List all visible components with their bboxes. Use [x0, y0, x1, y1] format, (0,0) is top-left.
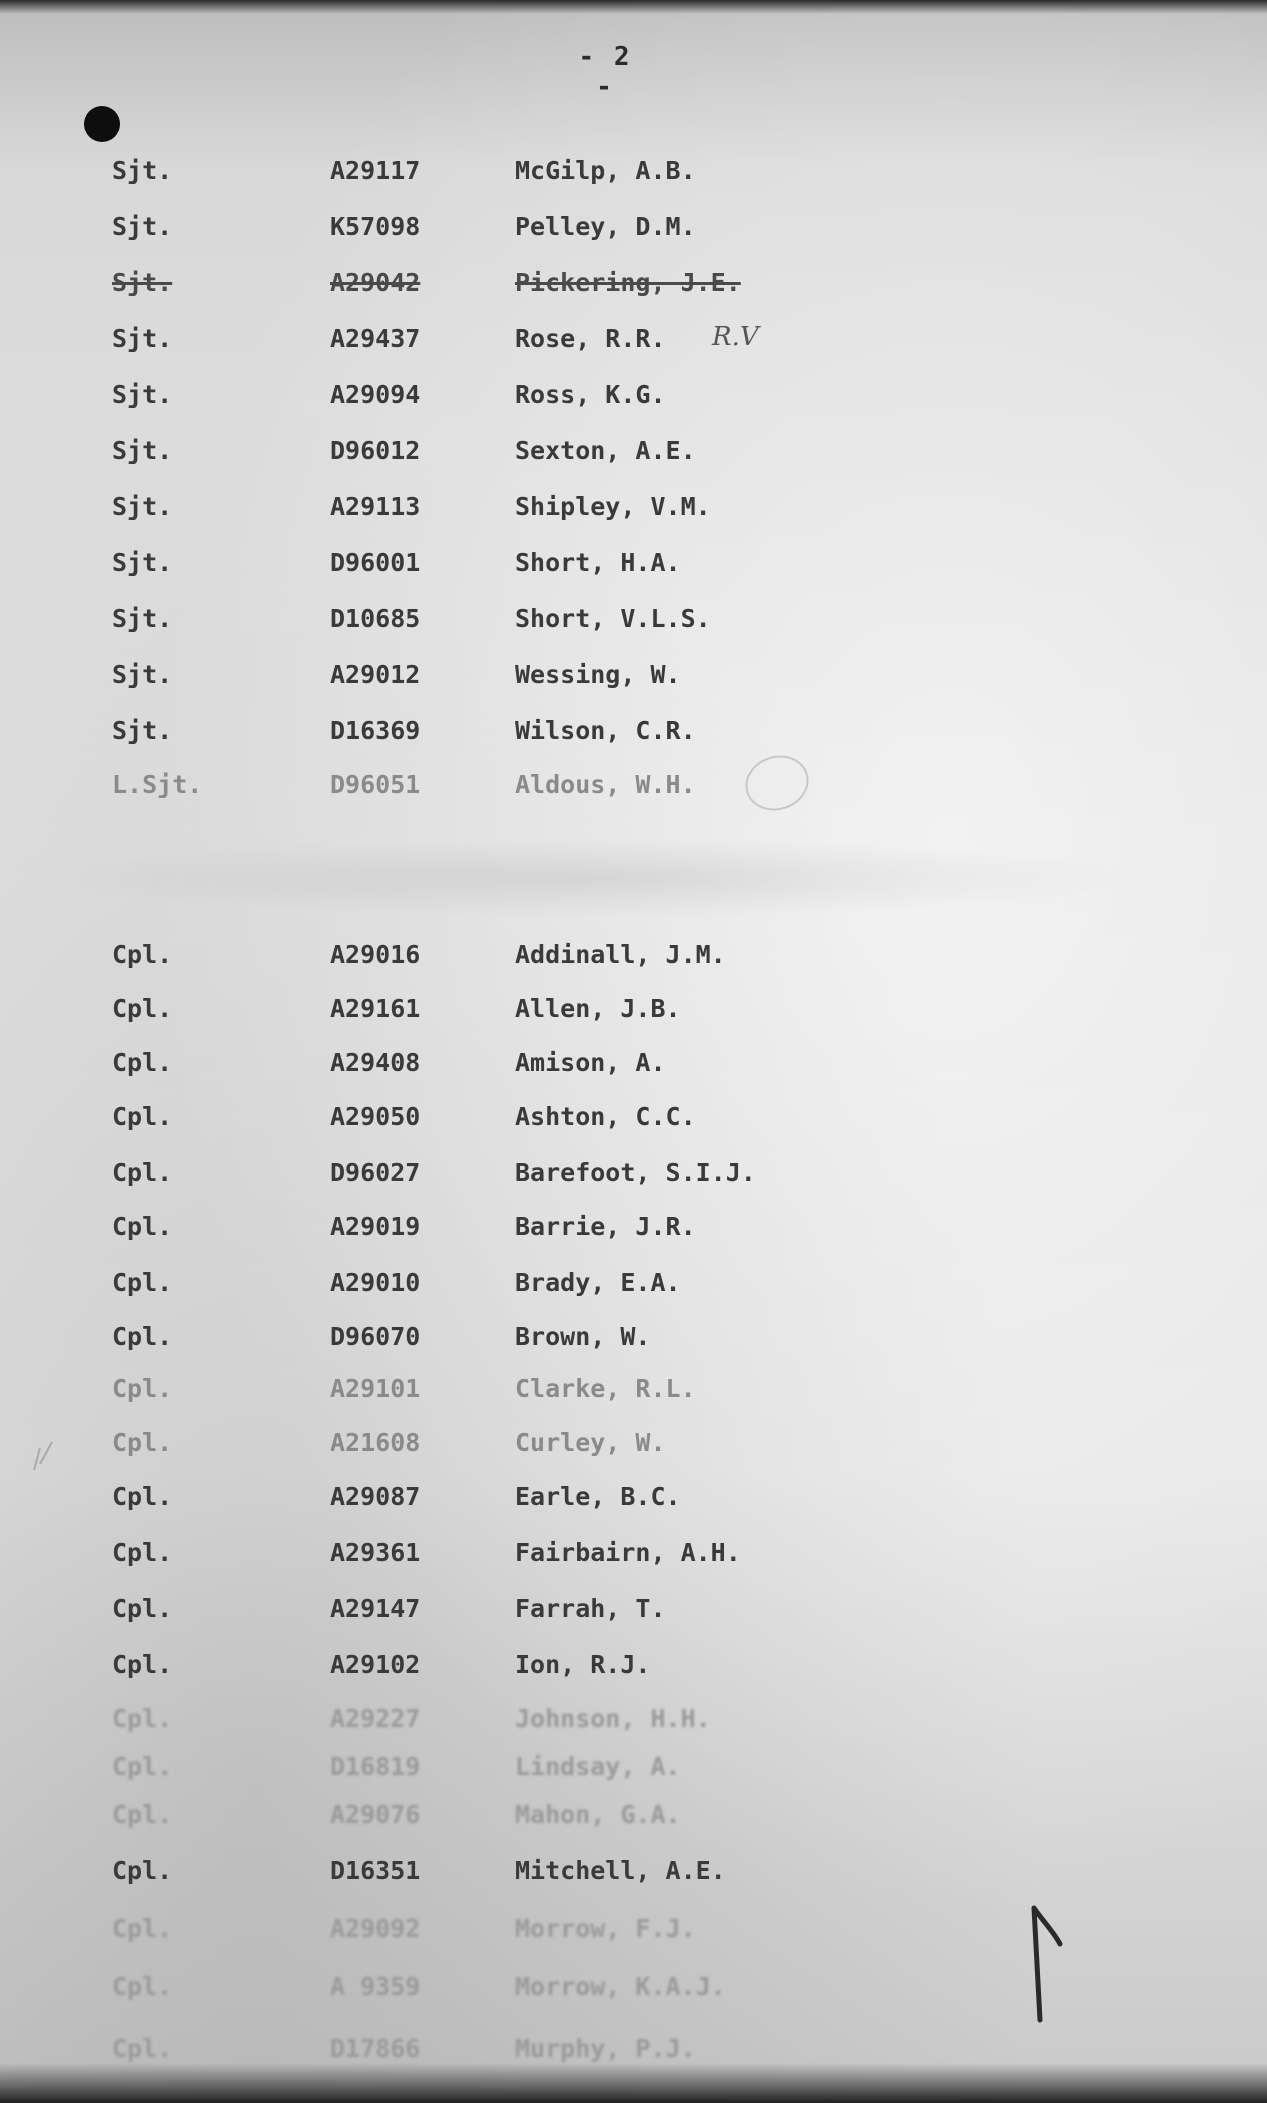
member-name: Short, V.L.S.	[515, 604, 711, 633]
margin-tick-mark	[30, 1440, 60, 1480]
service-number: D96012	[330, 436, 421, 465]
roster-row	[0, 324, 900, 358]
member-name: Farrah, T.	[515, 1594, 666, 1623]
rank: Cpl.	[112, 994, 173, 1023]
service-number: A29361	[330, 1538, 421, 1567]
member-name: McGilp, A.B.	[515, 156, 696, 185]
rank: Cpl.	[112, 1800, 173, 1829]
rank: Sjt.	[112, 548, 173, 577]
member-name: Allen, J.B.	[515, 994, 681, 1023]
member-name: Mahon, G.A.	[515, 1800, 681, 1829]
member-name: Fairbairn, A.H.	[515, 1538, 741, 1567]
roster-row	[0, 156, 900, 190]
roster-row	[0, 1048, 900, 1082]
service-number: A29161	[330, 994, 421, 1023]
service-number: A29019	[330, 1212, 421, 1241]
service-number: A29050	[330, 1102, 421, 1131]
rank: Cpl.	[112, 1428, 173, 1457]
service-number: K57098	[330, 212, 421, 241]
member-name: Murphy, P.J.	[515, 2034, 696, 2063]
rank: Sjt.	[112, 324, 173, 353]
service-number: A29042	[330, 268, 421, 297]
member-name: Brady, E.A.	[515, 1268, 681, 1297]
service-number: A29101	[330, 1374, 421, 1403]
handwritten-annotation: R.V	[712, 322, 759, 352]
roster-row	[0, 548, 900, 582]
rank: Sjt.	[112, 268, 173, 297]
rank: Sjt.	[112, 660, 173, 689]
roster-row	[0, 1800, 900, 1834]
rank: Cpl.	[112, 1102, 173, 1131]
rank: Cpl.	[112, 1856, 173, 1885]
member-name: Pelley, D.M.	[515, 212, 696, 241]
rank: Cpl.	[112, 1594, 173, 1623]
service-number: A29092	[330, 1914, 421, 1943]
rank: Cpl.	[112, 1914, 173, 1943]
roster-row	[0, 1482, 900, 1516]
scan-bottom-shadow	[0, 2063, 1267, 2103]
member-name: Lindsay, A.	[515, 1752, 681, 1781]
roster-row	[0, 1268, 900, 1302]
rank: Cpl.	[112, 1322, 173, 1351]
service-number: A29437	[330, 324, 421, 353]
roster-row	[0, 1374, 900, 1408]
rank: Sjt.	[112, 604, 173, 633]
service-number: D16819	[330, 1752, 421, 1781]
roster-row-struck	[0, 268, 900, 302]
member-name: Ion, R.J.	[515, 1650, 651, 1679]
member-name: Ross, K.G.	[515, 380, 666, 409]
roster-row	[0, 940, 900, 974]
service-number: D16351	[330, 1856, 421, 1885]
member-name: Wilson, C.R.	[515, 716, 696, 745]
service-number: A29094	[330, 380, 421, 409]
roster-row	[0, 1972, 900, 2006]
roster-row	[0, 1650, 900, 1684]
roster-row	[0, 1752, 900, 1786]
roster-row	[0, 1322, 900, 1356]
rank: Cpl.	[112, 1650, 173, 1679]
service-number: A29408	[330, 1048, 421, 1077]
service-number: A29012	[330, 660, 421, 689]
member-name: Earle, B.C.	[515, 1482, 681, 1511]
rank: Cpl.	[112, 2034, 173, 2063]
roster-row	[0, 1212, 900, 1246]
member-name: Mitchell, A.E.	[515, 1856, 726, 1885]
service-number: D96051	[330, 770, 421, 799]
roster-row	[0, 380, 900, 414]
rank: Sjt.	[112, 716, 173, 745]
rank: Cpl.	[112, 1482, 173, 1511]
roster-row	[0, 994, 900, 1028]
roster-row	[0, 1428, 900, 1462]
rank: Sjt.	[112, 436, 173, 465]
member-name: Amison, A.	[515, 1048, 666, 1077]
rank: Sjt.	[112, 212, 173, 241]
service-number: D16369	[330, 716, 421, 745]
member-name: Brown, W.	[515, 1322, 651, 1351]
rank: Cpl.	[112, 940, 173, 969]
rank: Cpl.	[112, 1268, 173, 1297]
member-name: Rose, R.R.	[515, 324, 666, 353]
roster-row	[0, 716, 900, 750]
member-name: Morrow, K.A.J.	[515, 1972, 726, 2001]
roster-row	[0, 212, 900, 246]
member-name: Addinall, J.M.	[515, 940, 726, 969]
service-number: A29113	[330, 492, 421, 521]
member-name: Johnson, H.H.	[515, 1704, 711, 1733]
member-name: Clarke, R.L.	[515, 1374, 696, 1403]
member-name: Barrie, J.R.	[515, 1212, 696, 1241]
rank: Cpl.	[112, 1048, 173, 1077]
service-number: D10685	[330, 604, 421, 633]
service-number: A29016	[330, 940, 421, 969]
member-name: Wessing, W.	[515, 660, 681, 689]
roster-row	[0, 1538, 900, 1572]
service-number: A29087	[330, 1482, 421, 1511]
service-number: D96001	[330, 548, 421, 577]
rank: Sjt.	[112, 380, 173, 409]
rank: Cpl.	[112, 1752, 173, 1781]
member-name: Short, H.A.	[515, 548, 681, 577]
member-name: Aldous, W.H.	[515, 770, 696, 799]
service-number: A21608	[330, 1428, 421, 1457]
member-name: Sexton, A.E.	[515, 436, 696, 465]
member-name: Shipley, V.M.	[515, 492, 711, 521]
pen-stroke-mark	[1020, 1900, 1080, 2030]
service-number: D17866	[330, 2034, 421, 2063]
rank: L.Sjt.	[112, 770, 203, 799]
rank: Cpl.	[112, 1158, 173, 1187]
service-number: D96027	[330, 1158, 421, 1187]
rank: Sjt.	[112, 156, 173, 185]
rank: Cpl.	[112, 1972, 173, 2001]
service-number: A29147	[330, 1594, 421, 1623]
roster-row	[0, 604, 900, 638]
service-number: A29117	[330, 156, 421, 185]
rank: Cpl.	[112, 1704, 173, 1733]
roster-row	[0, 492, 900, 526]
service-number: D96070	[330, 1322, 421, 1351]
service-number: A 9359	[330, 1972, 421, 2001]
rank: Sjt.	[112, 492, 173, 521]
roster-row	[0, 1914, 900, 1948]
service-number: A29010	[330, 1268, 421, 1297]
roster-row	[0, 1856, 900, 1890]
roster-row	[0, 1594, 900, 1628]
member-name: Curley, W.	[515, 1428, 666, 1457]
roster-row	[0, 1158, 900, 1192]
roster-row	[0, 1704, 900, 1738]
member-name: Morrow, F.J.	[515, 1914, 696, 1943]
service-number: A29227	[330, 1704, 421, 1733]
page-number: - 2 -	[578, 42, 632, 102]
roster-row	[0, 436, 900, 470]
rank: Cpl.	[112, 1538, 173, 1567]
service-number: A29102	[330, 1650, 421, 1679]
member-name: Pickering, J.E.	[515, 268, 741, 297]
rank: Cpl.	[112, 1212, 173, 1241]
member-name: Ashton, C.C.	[515, 1102, 696, 1131]
roster-row	[0, 1102, 900, 1136]
rank: Cpl.	[112, 1374, 173, 1403]
member-name: Barefoot, S.I.J.	[515, 1158, 756, 1187]
roster-row	[0, 660, 900, 694]
service-number: A29076	[330, 1800, 421, 1829]
